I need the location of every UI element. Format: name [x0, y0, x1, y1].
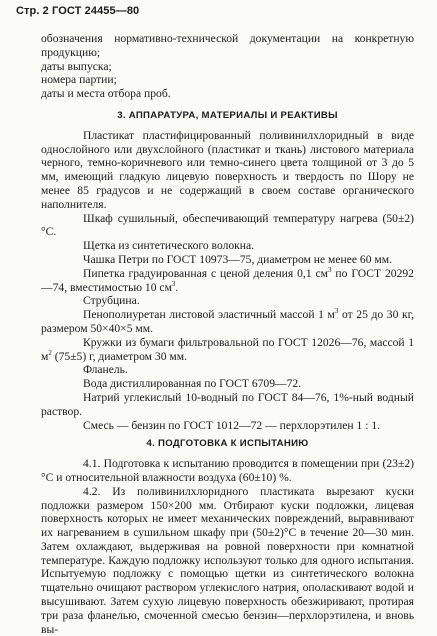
section-4-paragraph-2: 4.2. Из поливинилхлоридного пластиката вырезают куски подложки размером 150×200 мм. Отбирают куски подложки, лицевая поверхность которых не имеет механических повреждений, выравнивают их нагреванием в сушильном шкафу при (50±2)°С в течение 20—30 мин. Затем охлаждают, выдерживая на ровной поверхности при комнатной температуре. Каждую подложку используют только для одного испытания. Испытуемую подложку с помощью щетки из синтетического волокна тщательно очищают раствором углекислого натрия, ополаскивают водой и высушивают. Затем сухую лицевую поверхность обезжиривают, протирая три раза фланелью, смоченной смесью бензин—перхлорэтилена, и вновь вы-: [41, 484, 414, 636]
section-3-paragraph-10: Вода дистиллированная по ГОСТ 6709—72.: [83, 377, 302, 391]
intro-line-2: даты выпуска;: [41, 59, 112, 73]
section-3-paragraph-11: Натрий углекислый 10-водный по ГОСТ 84—76, 1%-ный водный раствор.: [41, 390, 414, 418]
section-3-paragraph-6: Струбцина.: [83, 294, 140, 308]
section-3-paragraph-5: Пипетка градуированная с ценой деления 0,1 $см^3$ по ГОСТ 20292—74, вместимостью 10 $см^3$.: [41, 265, 414, 294]
section-3-paragraph-2: Шкаф сушильный, обеспечивающий температуру нагрева (50±2)°С.: [41, 211, 414, 239]
section-3-paragraph-9: Фланель.: [83, 363, 128, 377]
section-3-paragraph-12: Смесь — бензин по ГОСТ 1012—72 — перхлорэтилен 1 : 1.: [83, 418, 381, 432]
section-4-paragraph-1: 4.1. Подготовка к испытанию проводится в помещении при (23±2)°С и относительной влажности воздуха (60±10) %.: [41, 457, 414, 484]
section-3-paragraph-3: Щетка из синтетического волокна.: [83, 239, 255, 253]
page-content: [41, 32, 414, 636]
standard-number: ГОСТ 24455—80: [52, 5, 140, 17]
page-header: [16, 5, 139, 17]
page-number: Стр. 2: [16, 5, 49, 17]
section-3-heading: 3. АППАРАТУРА, МАТЕРИАЛЫ И РЕАКТИВЫ: [117, 109, 338, 121]
section-3-paragraph-8: Кружки из бумаги фильтровальной по ГОСТ 12026—76, массой 1 $м^2$ (75±5) г, диаметром 30 мм.: [41, 335, 414, 363]
intro-line-1: обозначения нормативно-технической документации на конкретную продукцию;: [41, 32, 414, 59]
intro-line-4: даты и места отбора проб.: [41, 87, 171, 101]
section-3-paragraph-1: Пластикат пластифицированный поливинилхлоридный в виде однослойного или двухслойного (пластикат и ткань) листового материала черного, темно-коричневого или темно-синего цвета толщиной от 3 до 5 мм, имеющий гладкую лицевую поверхность и твердость по Шору не менее 85 градусов и не содержащий в своем составе органического наполнителя.: [41, 128, 414, 211]
section-4-heading: 4. ПОДГОТОВКА К ИСПЫТАНИЮ: [146, 438, 309, 450]
section-3-paragraph-4: Чашка Петри по ГОСТ 10973—75, диаметром не менее 60 мм.: [83, 252, 392, 266]
intro-line-3: номера партии;: [41, 73, 117, 87]
section-3-paragraph-7: Пенополиуретан листовой эластичный массой 1 $м^3$ от 25 до 30 кг, размером 50×40×5 мм.: [41, 307, 414, 335]
